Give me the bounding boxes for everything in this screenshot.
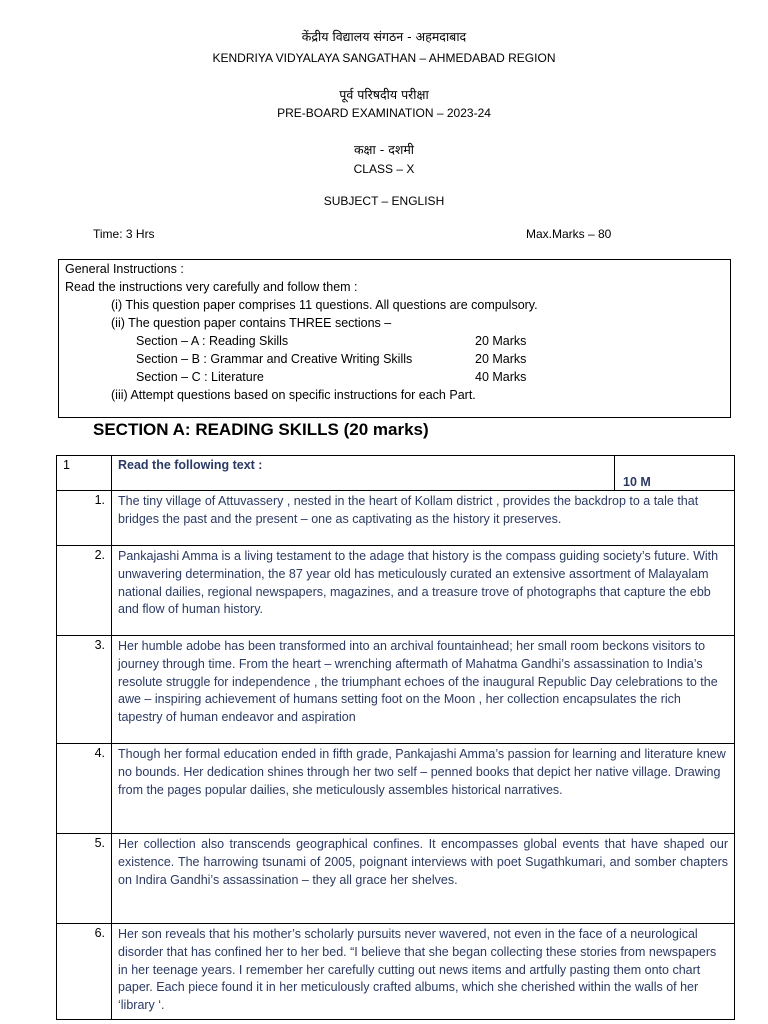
- section-a-title: SECTION A: READING SKILLS (20 marks): [93, 420, 429, 439]
- question-instruction: Read the following text :: [112, 456, 615, 491]
- instructions-intro: Read the instructions very carefully and follow them :: [65, 280, 358, 294]
- section-a-name: Section – A : Reading Skills: [136, 334, 289, 348]
- section-b-marks: 20 Marks: [475, 352, 527, 366]
- table-row: [57, 546, 735, 636]
- paragraph-text: The tiny village of Attuvassery , nested in the heart of Kollam district , provides the backdrop to a tale that bridges the past and the present – one as captivating as the history it preserves.: [112, 491, 735, 546]
- paragraph-number: 4.: [57, 744, 112, 834]
- section-c-name: Section – C : Literature: [136, 370, 264, 384]
- instruction-item-2: (ii) The question paper contains THREE sections –: [111, 316, 392, 330]
- table-row: [57, 924, 735, 1020]
- paragraph-number: 6.: [57, 924, 112, 1020]
- class-label: CLASS – X: [353, 162, 415, 176]
- question-table: [56, 455, 735, 1020]
- exam-name-hindi: पूर्व परिषदीय परीक्षा: [339, 87, 429, 102]
- paragraph-text: Her son reveals that his mother’s scholarly pursuits never wavered, not even in the face of a neurological disorder that has confined her to her bed. “I believe that she began collecting these stories from newspapers in her teenage years. I remember her carefully cutting out news items and artfully pasting them onto chart paper. Each piece found it in her meticulously crafted albums, which she cherished within the walls of her ‘library ‘.: [112, 924, 735, 1020]
- table-row: [57, 491, 735, 546]
- max-marks: Max.Marks – 80: [526, 227, 612, 241]
- subject-label: SUBJECT – ENGLISH: [323, 194, 445, 208]
- paragraph-text: Her collection also transcends geographical confines. It encompasses global events that have shaped our existence. The harrowing tsunami of 2005, poignant interviews with poet Sugathkumari, and somber chapters on Indira Gandhi’s assassination – they all grace her shelves.: [112, 834, 735, 924]
- exam-name: PRE-BOARD EXAMINATION – 2023-24: [277, 106, 491, 120]
- instruction-item-3: (iii) Attempt questions based on specific instructions for each Part.: [111, 388, 476, 402]
- general-instructions-box: [58, 259, 731, 418]
- paragraph-text: Pankajashi Amma is a living testament to the adage that history is the compass guiding society’s future. With unwavering determination, the 87 year old has meticulously curated an extensive assortment of Malayalam national dailies, regional newspapers, magazines, and a treasure trove of photographs that capture the ebb and flow of human history.: [112, 546, 735, 636]
- section-b-name: Section – B : Grammar and Creative Writing Skills: [136, 352, 413, 366]
- exam-time: Time: 3 Hrs: [93, 227, 155, 241]
- org-name-hindi: केंद्रीय विद्यालय संगठन - अहमदाबाद: [301, 29, 467, 44]
- org-name: KENDRIYA VIDYALAYA SANGATHAN – AHMEDABAD REGION: [212, 51, 556, 65]
- paragraph-number: 1.: [57, 491, 112, 546]
- table-row: [57, 744, 735, 834]
- table-row: [57, 636, 735, 744]
- paragraph-text: Though her formal education ended in fifth grade, Pankajashi Amma’s passion for learning and literature knew no bounds. Her dedication shines through her two self – penned books that depict her native village. Drawing from the pages popular dailies, she meticulously assembles historical narratives.: [112, 744, 735, 834]
- paragraph-number: 3.: [57, 636, 112, 744]
- paragraph-text: Her humble adobe has been transformed into an archival fountainhead; her small room beckons visitors to journey through time. From the heart – wrenching aftermath of Mahatma Gandhi’s assassination to India’s resolute struggle for independence , the triumphant echoes of the inaugural Republic Day celebrations to the awe – inspiring achievement of humans setting foot on the Moon , her collection encapsulates the rich tapestry of human endeavor and aspiration: [112, 636, 735, 744]
- question-number: 1: [57, 456, 112, 491]
- paragraph-number: 5.: [57, 834, 112, 924]
- instructions-title: General Instructions :: [65, 262, 184, 276]
- section-a-marks: 20 Marks: [475, 334, 527, 348]
- paragraph-number: 2.: [57, 546, 112, 636]
- question-marks: 10 M: [615, 456, 735, 491]
- question-header-row: [57, 456, 735, 491]
- class-hindi: कक्षा - दशमी: [353, 142, 415, 157]
- section-c-marks: 40 Marks: [475, 370, 527, 384]
- table-row: [57, 834, 735, 924]
- instruction-item-1: (i) This question paper comprises 11 questions. All questions are compulsory.: [111, 298, 538, 312]
